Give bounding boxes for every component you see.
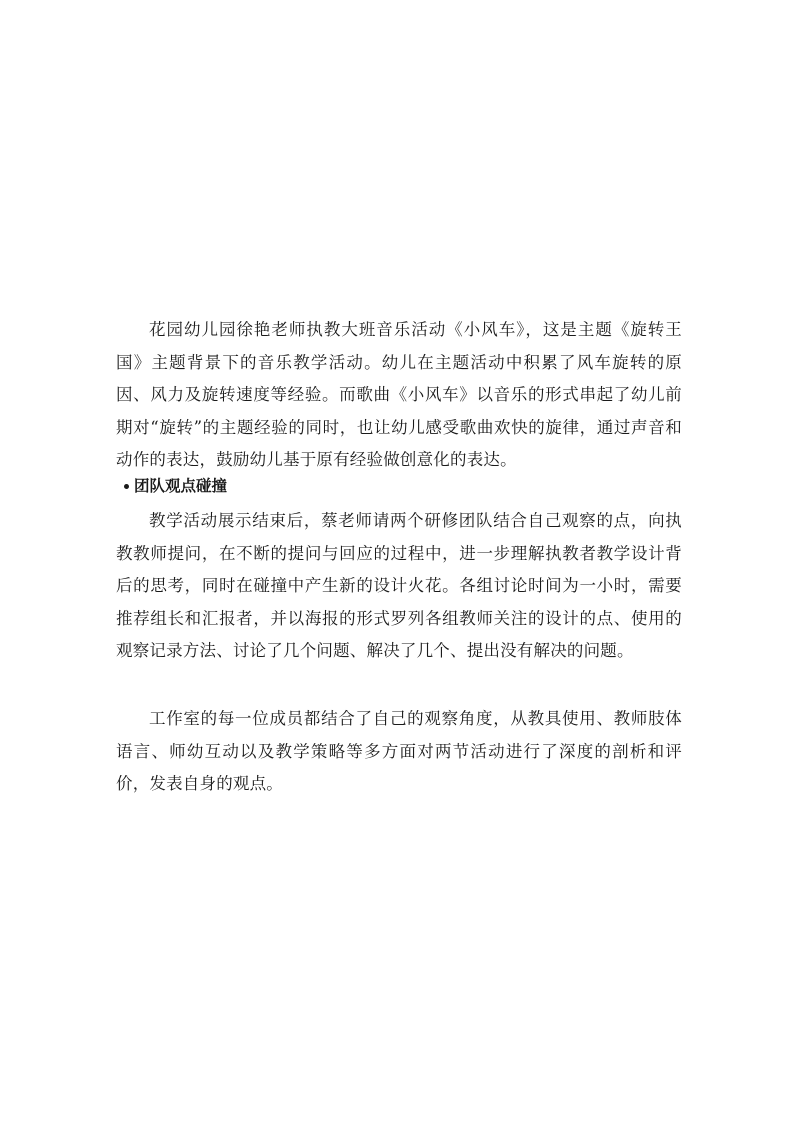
paragraph-discussion: 教学活动展示结束后，蔡老师请两个研修团队结合自己观察的点，向执教教师提问，在不断的提问与回应的过程中，进一步理解执教者教学设计背后的思考，同时在碰撞中产生新的设计火花。各组讨论时间为一小时，需要推荐组长和汇报者，并以海报的形式罗列各组教师关注的设计的点、使用的观察记录方法、讨论了几个问题、解决了几个、提出没有解决的问题。 — [116, 511, 682, 660]
section-heading-text: 团队观点碰撞 — [134, 477, 228, 495]
paragraph-summary: 工作室的每一位成员都结合了自己的观察角度，从教具使用、教师肢体语言、师幼互动以及教学策略等多方面对两节活动进行了深度的剖析和评价，发表自身的观点。 — [116, 709, 682, 793]
bullet-icon — [124, 484, 129, 489]
paragraph-intro: 花园幼儿园徐艳老师执教大班音乐活动《小风车》，这是主题《旋转王国》主题背景下的音乐教学活动。幼儿在主题活动中积累了风车旋转的原因、风力及旋转速度等经验。而歌曲《小风车》以音乐的形式串起了幼儿前期对“旋转”的主题经验的同时，也让幼儿感受歌曲欢快的旋律，通过声音和动作的表达，鼓励幼儿基于原有经验做创意化的表达。 — [116, 320, 682, 469]
section-heading — [124, 474, 227, 498]
